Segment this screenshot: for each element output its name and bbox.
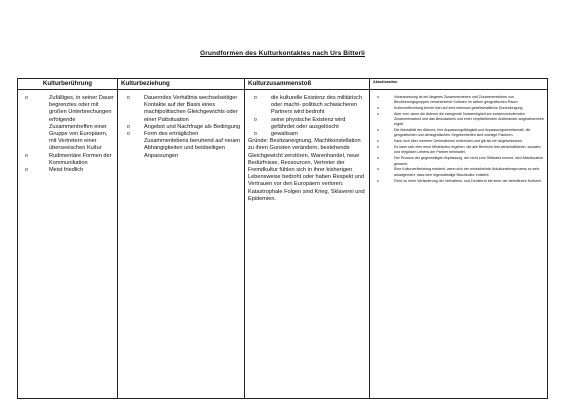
header-kulturberuehrung: Kulturberührung xyxy=(18,79,118,90)
bullet-icon: o xyxy=(25,167,28,174)
list-akkulturation xyxy=(373,95,544,184)
bullet-icon: o xyxy=(377,106,379,111)
bullet-icon: o xyxy=(377,139,379,144)
list-item: o Führt zu einer Veränderung der Verhaltens- und Denkform bei einer der betroffenen Kulturen xyxy=(377,178,542,183)
bullet-icon: o xyxy=(127,131,130,138)
list-item: o Kulturverflechtung beruht sich auf eine intensive gesellschaftliche Durchdringung xyxy=(377,106,523,111)
cell-kulturbeziehung xyxy=(118,90,245,399)
bullet-icon: o xyxy=(25,152,28,159)
list-item: o Form des erträglichen Zusammenlebens beruhend auf neuen Abhängigkeiten und beidseitigen Anpassungen xyxy=(127,131,241,159)
cell-kulturberuehrung xyxy=(18,90,118,399)
bullet-icon: o xyxy=(377,95,379,99)
list-item: o Angebot und Nachfrage als Bedingung xyxy=(127,123,241,130)
kulturkontakt-table xyxy=(17,78,548,399)
list-item: o Aber erst, wenn die Akteure die zwingende Notwendigkeit zur existenzmindernden Zusammenarbeit und das Bewusstsein und einer verpflichtenden Aufeinander-angewiesenheit ergibt. xyxy=(377,111,544,127)
list-item: o Rudimentäre Formen der Kommunikation xyxy=(25,152,112,166)
cell-kulturzusammenstoss xyxy=(245,90,370,399)
list-item: o Eine Kulturverflechtung entsteht, wenn sich der entwickelnde Akkulturationsprozess so sehr ansatgemiert, dass eine eigenständige Mischkultur entsteht. xyxy=(377,167,540,177)
bullet-icon: o xyxy=(254,95,257,101)
bullet-icon: o xyxy=(377,178,379,183)
cell-akkulturation xyxy=(370,90,548,399)
header-kulturzusammenstoss: Kulturzusammenstoß xyxy=(245,79,370,90)
list-item: o Der Prozess der gegenseitigen Anpassung, der nicht zum Stillstand kommt, wird Akkulturation genannt. xyxy=(377,156,544,166)
page-title: Grundformen des Kulturkontaktes nach Urs Bitterli xyxy=(199,50,365,57)
list-item: o Die Mentalität der Akteure, ihre Anpassungsfähigkeit und Anpassungsbereitschaft, die geografischen und demografischen Gegebenheiten sind wichtige Faktoren. xyxy=(377,128,531,138)
header-row xyxy=(18,79,548,90)
list-item: o Meist friedlich xyxy=(25,167,84,174)
bullet-icon: o xyxy=(377,111,379,116)
list-item: o Kann sich über mehrere Generationen erstrecken und gilt als nie abgeschlossen. xyxy=(377,139,523,144)
content-row xyxy=(18,90,548,399)
gruende-paragraph: Gründe: Besitzaneignung, Machtkonstellation zu ihren Gunsten verändern, bestehende Gleichgewicht zerstören, Warenhandel, neue Bedürfnisse, Ressourcen, Vertreter der Fremdkultur fühlen sich in ihrer bisherigen Lebensweise bedroht oder haben Respekt und Vertrauen vor den Europäern verloren. Katastrophale Folgen sind Krieg, Sklaverei und Epidemien. xyxy=(248,138,365,202)
list-kulturberuehrung xyxy=(23,95,114,174)
list-item: o Zufälliges, in seiner Dauer begrenztes oder mit großen Unterbrechungen erfolgende Zusammentreffen einer Gruppe von Europäern, mit Vertretern einer überseeischen Kultur xyxy=(25,95,114,152)
list-item: o die kulturelle Existenz des militärisch oder macht- politisch schwächeren Partners wird bedroht xyxy=(254,95,363,116)
bullet-icon: o xyxy=(254,131,257,138)
bullet-icon: o xyxy=(127,123,130,130)
list-item: o Voraussetzung ist ein längeres Zusammenleben und Zusammenwirken von Bevölkerungsgruppen verschiedener Kulturen im selben geografischen Raum. xyxy=(377,95,519,105)
list-kulturbeziehung xyxy=(121,95,241,160)
list-item: o Dauerndes Verhältnis wechselseitiger Kontakte auf der Basis eines machtpolitischen Gleichgewichts oder einer Pattsituation xyxy=(127,95,238,123)
list-kulturzusammenstoss xyxy=(248,95,366,138)
header-akkulturation: Akkulturation xyxy=(370,79,548,90)
bullet-icon: o xyxy=(25,95,28,101)
bullet-icon: o xyxy=(127,95,130,101)
header-kulturbeziehung: Kulturbeziehung xyxy=(118,79,245,90)
list-item: o Es kann sich eine neue Mischkultur ergeben, die alle Bereiche des wirtschaftlichen, sozialen und religiösen Lebens der Partner beinhaltet. xyxy=(377,145,541,155)
bullet-icon: o xyxy=(377,156,379,161)
bullet-icon: o xyxy=(377,167,379,172)
bullet-icon: o xyxy=(254,116,257,123)
list-item: o gewaltsam xyxy=(254,131,298,138)
bullet-icon: o xyxy=(377,128,379,133)
list-item: o seine physische Existenz wird gefährdet oder ausgelöscht xyxy=(254,116,346,130)
bullet-icon: o xyxy=(377,145,379,150)
